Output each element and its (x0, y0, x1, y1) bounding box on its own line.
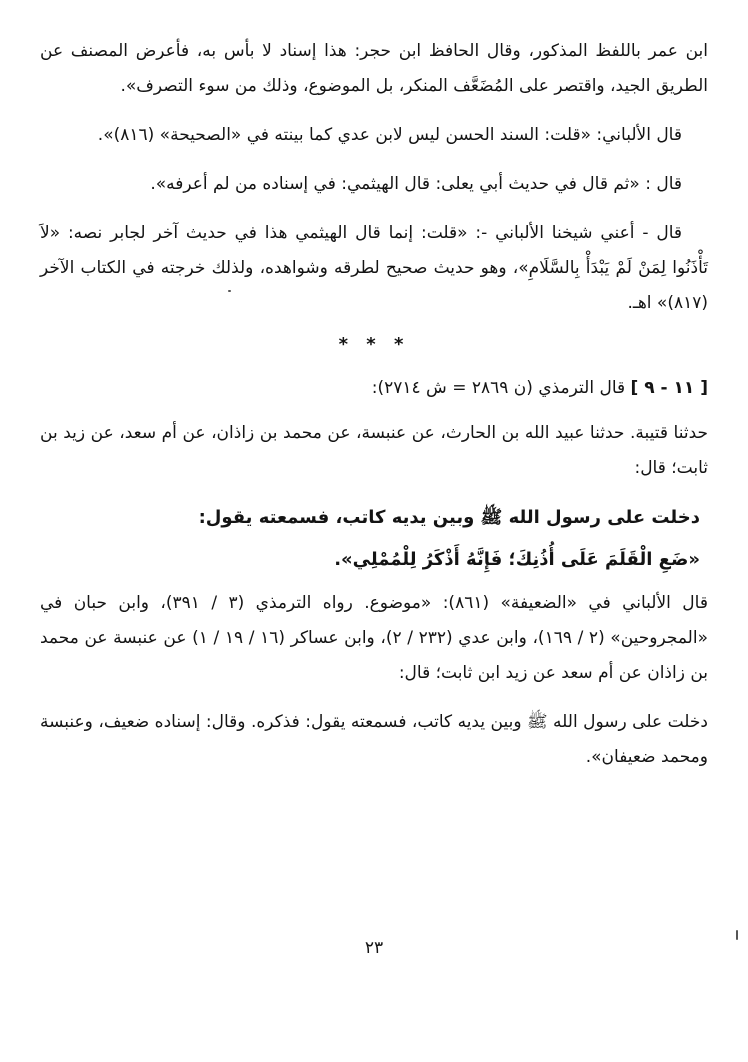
hadith-source: قال الترمذي (ن ٢٨٦٩ = ش ٢٧١٤): (371, 378, 626, 398)
scan-speck (736, 930, 738, 940)
scan-speck (228, 290, 231, 292)
section-separator: * * * (338, 334, 410, 355)
page-number: ٢٣ (364, 938, 384, 958)
commentary-1: قال الألباني في «الضعيفة» (٨٦١): «موضوع. رواه الترمذي (٣ / ٣٩١)، وابن حبان في «المجروحين» (٢ / ١٦٩)، وابن عدي (٢٣٢ / ٢)، وابن عساكر (١٦ / ١٩ / ١) عن عنبسة عن محمد بن زاذان عن أم سعد عن زيد ابن ثابت؛ قال: (40, 593, 708, 683)
paragraph-2: قال الألباني: «قلت: السند الحسن ليس لابن عدي كما بينته في «الصحيحة» (٨١٦)». (97, 125, 682, 145)
matn-line-1: دخلت على رسول الله ﷺ وبين يديه كاتب، فسمعته يقول: (198, 507, 700, 528)
hadith-number: [ ١١ - ٩ ] (630, 378, 708, 398)
matn-line-2: «ضَعِ الْقَلَمَ عَلَى أُذُنِكَ؛ فَإِنَّهُ أَذْكَرُ لِلْمُمْلِي». (334, 549, 700, 570)
page-body (40, 34, 708, 1034)
hadith-header (40, 371, 708, 406)
paragraph-1: ابن عمر باللفظ المذكور، وقال الحافظ ابن حجر: هذا إسناد لا بأس به، فأعرض المصنف عن الطريق الجيد، واقتصر على المُضَعَّف المنكر، بل الموضوع، وذلك من سوء التصرف». (40, 41, 708, 96)
isnad-text: حدثنا قتيبة. حدثنا عبيد الله بن الحارث، عن عنبسة، عن محمد بن زاذان، عن أم سعد، عن زيد بن ثابت؛ قال: (40, 423, 708, 478)
commentary-2: دخلت على رسول الله ﷺ وبين يديه كاتب، فسمعته يقول: فذكره. وقال: إسناده ضعيف، وعنبسة ومحمد ضعيفان». (40, 712, 708, 767)
paragraph-4: قال - أعني شيخنا الألباني -: «قلت: إنما قال الهيثمي هذا في حديث آخر لجابر نصه: «لاَ تَأْذَنُوا لِمَنْ لَمْ يَبْدَأْ بِالسَّلَامِ»، وهو حديث صحيح لطرقه وشواهده، ولذلك خرجته في الكتاب الآخر (٨١٧)» اهـ. (40, 223, 708, 313)
paragraph-3: قال : «ثم قال في حديث أبي يعلى: قال الهيثمي: في إسناده من لم أعرفه». (150, 174, 682, 194)
